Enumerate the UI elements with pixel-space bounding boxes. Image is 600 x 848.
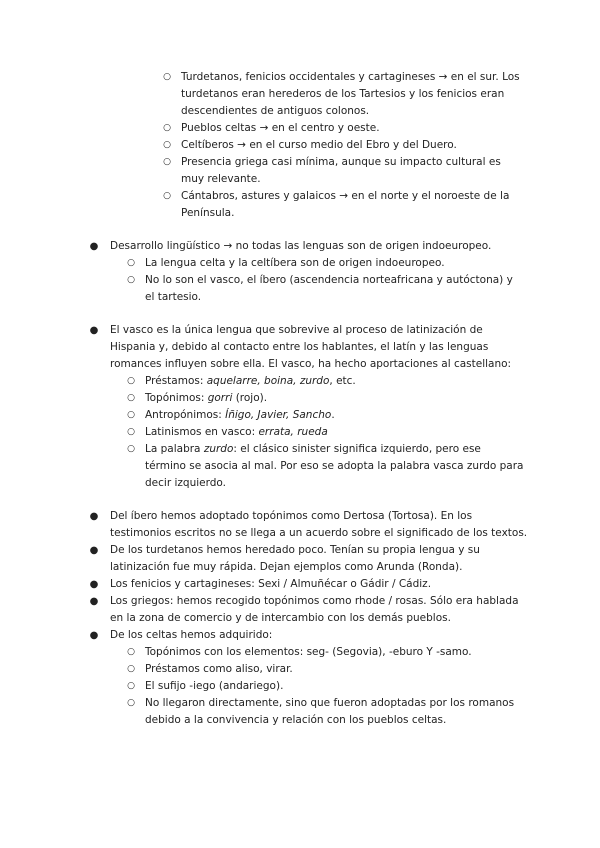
filled-bullet-icon: ● [89,630,99,641]
list-item: ○ Antropónimos: Íñigo, Javier, Sancho. [145,407,525,424]
open-bullet-icon: ○ [127,410,135,420]
list-item: ○ Préstamos: aquelarre, boina, zurdo, etc. [145,373,525,390]
list-item: ○ Cántabros, astures y galaicos → en el norte y el noroeste de la Península. [181,188,521,222]
open-bullet-icon: ○ [127,444,135,454]
list-item: ● De los celtas hemos adquirido: [110,627,530,644]
open-bullet-icon: ○ [127,664,135,674]
open-bullet-icon: ○ [163,72,171,82]
list-item: ○ La lengua celta y la celtíbera son de origen indoeuropeo. [145,255,525,272]
open-bullet-icon: ○ [127,698,135,708]
open-bullet-icon: ○ [163,123,171,133]
filled-bullet-icon: ● [89,325,99,336]
open-bullet-icon: ○ [127,681,135,691]
open-bullet-icon: ○ [127,376,135,386]
list-item: ● El vasco es la única lengua que sobrevive al proceso de latinización de Hispania y, debido al contacto entre los hablantes, el latín y las lenguas romances influyen sobre ella. El vasco, ha hecho aportaciones al castellano: [89,324,512,370]
list-item: ○ No lo son el vasco, el íbero (ascendencia norteafricana y autóctona) y el tartesio. [145,272,525,306]
list-item: ○ No llegaron directamente, sino que fueron adoptadas por los romanos debido a la convivencia y relación con los pueblos celtas. [145,695,525,729]
list-item: ○ Turdetanos, fenicios occidentales y cartagineses → en el sur. Los turdetanos eran herederos de los Tartesios y los fenicios eran descendientes de antiguos colonos. [181,69,521,120]
list-item: ○ Préstamos como aliso, virar. [145,661,525,678]
list-item: ○ Celtíberos → en el curso medio del Ebro y del Duero. [181,137,521,154]
filled-bullet-icon: ● [89,511,99,522]
filled-bullet-icon: ● [89,545,99,556]
open-bullet-icon: ○ [163,157,171,167]
list-item: ● Los griegos: hemos recogido topónimos como rhode / rosas. Sólo era hablada en la zona de comercio y de intercambio con los demás pueblos. [89,595,519,624]
list-item: ● Los fenicios y cartagineses: Sexi / Almuñécar o Gádir / Cádiz. [110,576,530,593]
open-bullet-icon: ○ [127,647,135,657]
list-item: ○ Pueblos celtas → en el centro y oeste. [181,120,521,137]
filled-bullet-icon: ● [89,596,99,607]
list-item: ○ Topónimos: gorri (rojo). [145,390,525,407]
list-item: ● De los turdetanos hemos heredado poco. Tenían su propia lengua y su latinización fue muy rápida. Dejan ejemplos como Arunda (Ronda). [89,544,480,573]
list-item: ○ Topónimos con los elementos: seg- (Segovia), -eburo Y -samo. [145,644,525,661]
open-bullet-icon: ○ [163,191,171,201]
list-item: ● Del íbero hemos adoptado topónimos como Dertosa (Tortosa). En los testimonios escritos no se llega a un acuerdo sobre el significado de los textos. [89,510,528,539]
open-bullet-icon: ○ [163,140,171,150]
open-bullet-icon: ○ [127,393,135,403]
list-item: ○ La palabra zurdo: el clásico sinister significa izquierdo, pero ese término se asocia al mal. Por eso se adopta la palabra vasca zurdo para decir izquierdo. [145,441,525,492]
filled-bullet-icon: ● [89,579,99,590]
filled-bullet-icon: ● [89,241,99,252]
open-bullet-icon: ○ [127,258,135,268]
list-item: ○ El sufijo -iego (andariego). [145,678,525,695]
list-item: ○ Presencia griega casi mínima, aunque su impacto cultural es muy relevante. [181,154,521,188]
list-item: ○ Latinismos en vasco: errata, rueda [145,424,525,441]
open-bullet-icon: ○ [127,275,135,285]
open-bullet-icon: ○ [127,427,135,437]
list-item: ● Desarrollo lingüístico → no todas las lenguas son de origen indoeuropeo. [110,238,530,255]
